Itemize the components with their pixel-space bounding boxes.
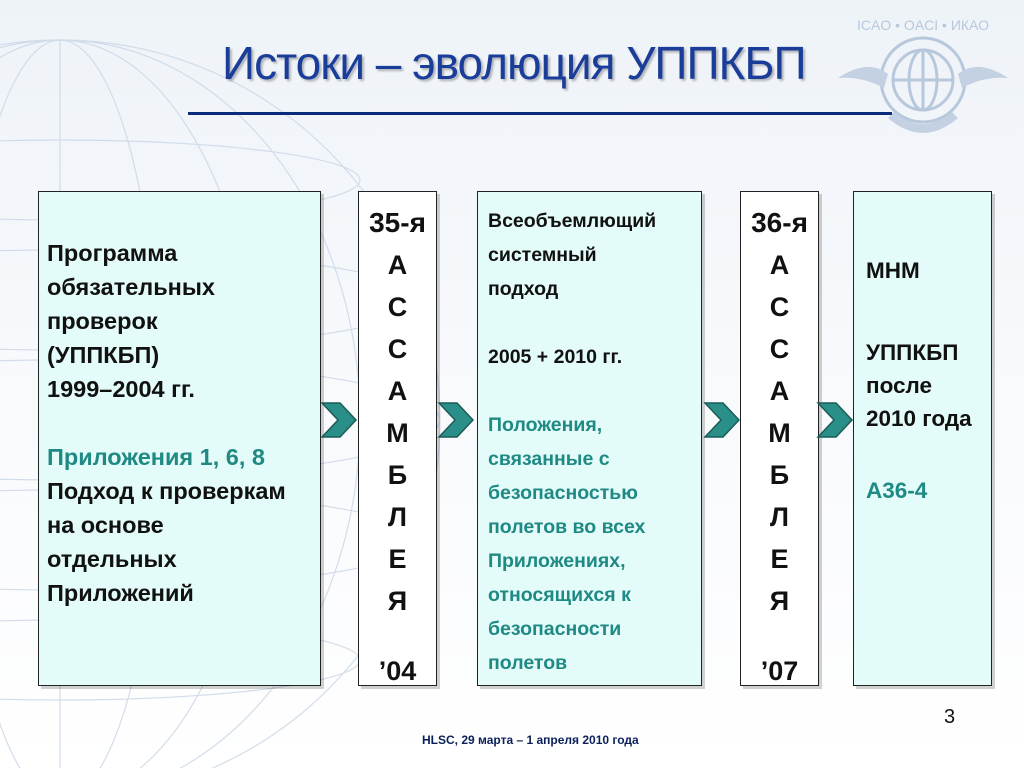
program-line: Программа [47, 240, 178, 266]
assembly-letter: Л [770, 502, 789, 532]
assembly-letter: Б [387, 460, 408, 490]
systemic-highlight-line: связанные с [488, 448, 610, 470]
assembly-letter: С [387, 292, 408, 322]
systemic-highlight-line: безопасностью [488, 482, 638, 504]
systemic-highlight-line: Приложениях, [488, 550, 626, 572]
chevron-right-icon [703, 401, 741, 439]
assembly-letter: Б [769, 460, 790, 490]
title-divider [188, 112, 892, 115]
post-2010-highlight: А36-4 [866, 478, 928, 503]
assembly-35-year: ’04 [378, 656, 417, 686]
systemic-line: Всеобъемлющий [488, 210, 657, 232]
post-2010-line: 2010 года [866, 406, 972, 431]
post-2010-text [866, 254, 972, 507]
systemic-highlight-line: полетов во всех [488, 516, 646, 538]
chevron-right-icon [320, 401, 358, 439]
assembly-letter: Я [387, 586, 408, 616]
assembly-36-year: ’07 [760, 656, 799, 686]
program-highlight-line: отдельных [47, 546, 177, 572]
systemic-highlight-line: безопасности [488, 618, 622, 640]
assembly-letter: С [387, 334, 408, 364]
program-highlight-line: Приложения 1, 6, 8 [47, 444, 265, 470]
slide-title: Истоки – эволюция УППКБП [222, 37, 806, 89]
page-number: 3 [944, 706, 956, 728]
assembly-letter: С [769, 292, 790, 322]
systemic-line: системный [488, 244, 597, 266]
assembly-letter: С [769, 334, 790, 364]
chevron-right-icon [816, 401, 854, 439]
program-box [38, 191, 321, 686]
assembly-letter: Е [388, 544, 407, 574]
assembly-35-box [358, 191, 437, 686]
assembly-letter: А [769, 376, 790, 406]
systemic-years: 2005 + 2010 гг. [488, 346, 623, 368]
assembly-35-heading: 35-я [369, 207, 426, 238]
program-text [47, 236, 286, 610]
assembly-letter: Я [769, 586, 790, 616]
systemic-approach-box [477, 191, 702, 686]
assembly-36-text [741, 202, 818, 686]
assembly-35-text [359, 202, 436, 686]
program-line: обязательных [47, 274, 215, 300]
systemic-highlight-line: Положения, [488, 414, 603, 436]
assembly-letter: Е [770, 544, 789, 574]
program-line: (УППКБП) [47, 342, 160, 368]
assembly-36-heading: 36-я [751, 207, 808, 238]
program-highlight-line: на основе [47, 512, 164, 538]
assembly-letter: А [769, 250, 790, 280]
systemic-line: подход [488, 278, 559, 300]
post-2010-line: УППКБП [866, 340, 959, 365]
assembly-letter: М [386, 418, 409, 448]
assembly-36-box [740, 191, 819, 686]
post-2010-line: после [866, 373, 933, 398]
assembly-letter: Л [388, 502, 407, 532]
icao-emblem-icon [828, 8, 1018, 158]
emblem-ring-text: ICAO • OACI • ИКАО [857, 17, 989, 33]
program-line: проверок [47, 308, 158, 334]
program-highlight-line: Приложений [47, 580, 194, 606]
systemic-highlight-line: относящихся к [488, 584, 631, 606]
footer-text: HLSC, 29 марта – 1 апреля 2010 года [422, 733, 639, 747]
program-highlight-line: Подход к проверкам [47, 478, 286, 504]
assembly-letter: А [387, 376, 408, 406]
chevron-right-icon [437, 401, 475, 439]
assembly-letter: А [387, 250, 408, 280]
post-2010-line: МНМ [866, 258, 920, 283]
systemic-approach-text [488, 204, 656, 680]
program-line: 1999–2004 гг. [47, 376, 195, 402]
systemic-highlight-line: полетов [488, 652, 568, 674]
post-2010-box [853, 191, 992, 686]
assembly-letter: М [768, 418, 791, 448]
